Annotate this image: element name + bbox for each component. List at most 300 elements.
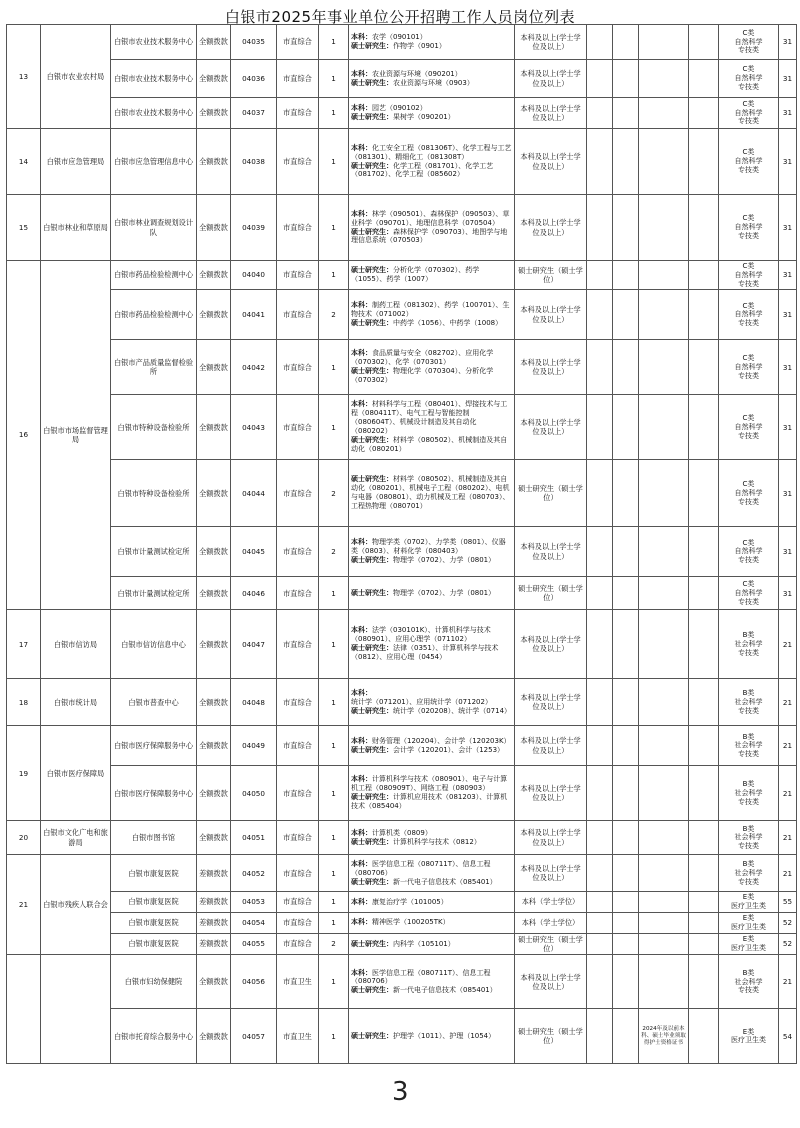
table-row	[7, 60, 797, 98]
post-code-cell: 04038	[231, 129, 277, 195]
undergrad-majors: 精神医学（100205TK）	[372, 918, 450, 927]
count-cell: 1	[319, 766, 349, 821]
subject-code-cell: 21	[779, 821, 797, 855]
empty-cell	[613, 679, 639, 726]
unit-cell: 白银市康复医院	[111, 855, 197, 892]
empty-cell	[587, 129, 613, 195]
unit-cell: 白银市农业技术服务中心	[111, 25, 197, 60]
region-cell: 市直综合	[277, 679, 319, 726]
post-code-cell: 04045	[231, 527, 277, 577]
category-line: 专技类	[738, 46, 759, 55]
requirement-cell	[639, 98, 689, 129]
category-line: E类	[742, 893, 755, 902]
undergrad-line	[351, 33, 512, 42]
table-row	[7, 527, 797, 577]
page-number: 3	[392, 1077, 409, 1107]
funding-cell: 全额拨款	[197, 766, 231, 821]
category-line: C类	[742, 480, 755, 489]
count-cell: 1	[319, 610, 349, 679]
empty-cell	[689, 679, 719, 726]
region-cell: 市直综合	[277, 290, 319, 340]
category-line: B类	[742, 860, 755, 869]
post-code-cell: 04044	[231, 460, 277, 527]
master-label: 硕士研究生：	[351, 266, 393, 275]
post-code-cell: 04036	[231, 60, 277, 98]
group-number-cell: 15	[7, 195, 41, 261]
category-cell	[719, 129, 779, 195]
subject-code-cell: 21	[779, 726, 797, 766]
undergrad-line	[351, 689, 512, 707]
major-cell	[349, 679, 515, 726]
count-cell: 1	[319, 726, 349, 766]
subject-code-cell: 31	[779, 395, 797, 460]
empty-cell	[613, 955, 639, 1009]
category-cell	[719, 25, 779, 60]
empty-cell	[587, 395, 613, 460]
undergrad-line	[351, 737, 512, 746]
region-cell: 市直综合	[277, 912, 319, 933]
unit-cell: 白银市医疗保障服务中心	[111, 726, 197, 766]
empty-cell	[587, 340, 613, 395]
undergrad-label: 本科：	[351, 209, 372, 218]
count-cell: 1	[319, 912, 349, 933]
table-row	[7, 610, 797, 679]
category-line: 医疗卫生类	[731, 902, 766, 910]
undergrad-majors: 物理学类（0702）、力学类（0801）、仪器类（0803）、材料化学（080403）	[351, 538, 506, 556]
category-cell	[719, 892, 779, 913]
unit-cell: 白银市康复医院	[111, 933, 197, 955]
undergrad-majors: 计算机科学与技术（080901）、电子与计算机工程（080909T）、网络工程（080903）	[351, 775, 508, 793]
master-majors: 物理学（0702）、力学（0801）	[393, 588, 496, 597]
empty-cell	[587, 610, 613, 679]
master-majors: 物理学（0702）、力学（0801）	[393, 556, 496, 565]
post-code-cell: 04047	[231, 610, 277, 679]
count-cell: 1	[319, 577, 349, 610]
funding-cell: 全额拨款	[197, 577, 231, 610]
category-line: C类	[742, 354, 755, 363]
master-line	[351, 319, 512, 328]
master-majors: 化学工程（081701）、化学工艺（081702）、化学工程（085602）	[351, 161, 494, 179]
undergrad-line	[351, 301, 512, 319]
count-cell: 1	[319, 129, 349, 195]
empty-cell	[613, 577, 639, 610]
region-cell: 市直综合	[277, 527, 319, 577]
empty-cell	[613, 766, 639, 821]
category-cell	[719, 933, 779, 955]
master-label: 硕士研究生：	[351, 588, 393, 597]
education-cell: 本科及以上(学士学位及以上）	[515, 726, 587, 766]
master-line	[351, 793, 512, 811]
department-cell: 白银市应急管理局	[41, 129, 111, 195]
undergrad-line	[351, 538, 512, 556]
education-cell: 本科及以上(学士学位及以上）	[515, 766, 587, 821]
count-cell: 1	[319, 340, 349, 395]
empty-cell	[587, 855, 613, 892]
post-code-cell: 04053	[231, 892, 277, 913]
master-line	[351, 162, 512, 180]
education-cell: 本科及以上(学士学位及以上）	[515, 610, 587, 679]
empty-cell	[613, 290, 639, 340]
subject-code-cell: 21	[779, 766, 797, 821]
undergrad-majors: 化工安全工程（081306T）、化学工程与工艺（081301）、精细化工（081308T）	[351, 143, 512, 161]
undergrad-majors: 农业资源与环境（090201）	[372, 69, 462, 78]
master-line	[351, 838, 512, 847]
region-cell: 市直综合	[277, 766, 319, 821]
master-line	[351, 589, 512, 598]
education-cell: 本科及以上(学士学位及以上）	[515, 98, 587, 129]
undergrad-line	[351, 860, 512, 878]
region-cell: 市直卫生	[277, 955, 319, 1009]
category-line: 自然科学	[734, 547, 763, 556]
major-cell	[349, 933, 515, 955]
funding-cell: 全额拨款	[197, 726, 231, 766]
education-cell: 本科及以上(学士学位及以上）	[515, 60, 587, 98]
funding-cell: 全额拨款	[197, 679, 231, 726]
requirement-cell: 2024年及以前本科、硕士毕业须取得护士资格证书	[639, 1009, 689, 1064]
empty-cell	[689, 933, 719, 955]
table-row	[7, 1009, 797, 1064]
subject-code-cell: 21	[779, 955, 797, 1009]
major-cell	[349, 129, 515, 195]
count-cell: 2	[319, 933, 349, 955]
unit-cell: 白银市计量测试检定所	[111, 577, 197, 610]
requirement-cell	[639, 395, 689, 460]
subject-code-cell: 31	[779, 98, 797, 129]
empty-cell	[613, 25, 639, 60]
table-row	[7, 912, 797, 933]
requirement-cell	[639, 195, 689, 261]
master-line	[351, 367, 512, 385]
funding-cell: 差额拨款	[197, 933, 231, 955]
empty-cell	[689, 261, 719, 290]
master-label: 硕士研究生：	[351, 939, 393, 948]
category-cell	[719, 955, 779, 1009]
education-cell: 硕士研究生（硕士学位）	[515, 460, 587, 527]
major-cell	[349, 60, 515, 98]
major-cell	[349, 1009, 515, 1064]
undergrad-line	[351, 349, 512, 367]
master-majors: 材料学（080502）、机械制造及其自动化（080201）	[351, 436, 508, 454]
region-cell: 市直卫生	[277, 1009, 319, 1064]
count-cell: 2	[319, 460, 349, 527]
requirement-cell	[639, 855, 689, 892]
requirement-cell	[639, 679, 689, 726]
category-line: C类	[742, 99, 755, 108]
unit-cell: 白银市计量测试检定所	[111, 527, 197, 577]
empty-cell	[613, 610, 639, 679]
major-cell	[349, 261, 515, 290]
table-row	[7, 679, 797, 726]
category-line: B类	[742, 689, 755, 698]
department-cell: 白银市林业和草原局	[41, 195, 111, 261]
post-code-cell: 04035	[231, 25, 277, 60]
education-cell: 本科（学士学位）	[515, 892, 587, 913]
count-cell: 2	[319, 527, 349, 577]
category-line: 医疗卫生类	[731, 922, 766, 931]
category-line: 医疗卫生类	[731, 1036, 766, 1045]
category-line: 专技类	[738, 750, 759, 759]
undergrad-label: 本科：	[351, 143, 372, 152]
empty-cell	[689, 912, 719, 933]
education-cell: 本科及以上(学士学位及以上）	[515, 129, 587, 195]
education-cell: 本科及以上(学士学位及以上）	[515, 395, 587, 460]
table-row	[7, 340, 797, 395]
undergrad-label: 本科：	[351, 104, 372, 113]
subject-code-cell: 31	[779, 290, 797, 340]
category-line: E类	[742, 1027, 755, 1036]
master-label: 硕士研究生：	[351, 436, 393, 445]
funding-cell: 全额拨款	[197, 129, 231, 195]
empty-cell	[613, 195, 639, 261]
post-code-cell: 04048	[231, 679, 277, 726]
education-cell: 本科及以上(学士学位及以上）	[515, 955, 587, 1009]
empty-cell	[587, 60, 613, 98]
major-cell	[349, 855, 515, 892]
empty-cell	[587, 821, 613, 855]
undergrad-line	[351, 918, 512, 927]
education-cell: 本科及以上(学士学位及以上）	[515, 290, 587, 340]
empty-cell	[613, 933, 639, 955]
category-line: B类	[742, 631, 755, 640]
empty-cell	[587, 25, 613, 60]
master-majors: 计算机应用技术（081203）、计算机技术（085404）	[351, 793, 508, 811]
empty-cell	[689, 610, 719, 679]
requirement-cell	[639, 955, 689, 1009]
category-line: 专技类	[738, 165, 759, 174]
region-cell: 市直综合	[277, 577, 319, 610]
requirement-cell	[639, 527, 689, 577]
category-cell	[719, 855, 779, 892]
empty-cell	[613, 340, 639, 395]
master-label: 硕士研究生：	[351, 161, 393, 170]
requirement-cell	[639, 766, 689, 821]
category-line: C类	[742, 262, 755, 270]
category-line: 专技类	[738, 986, 759, 995]
category-line: 自然科学	[734, 422, 763, 431]
major-cell	[349, 766, 515, 821]
job-table	[6, 24, 797, 1064]
category-line: C类	[742, 414, 755, 423]
undergrad-line	[351, 70, 512, 79]
department-cell: 白银市市场监督管理局	[41, 261, 111, 610]
post-code-cell: 04040	[231, 261, 277, 290]
undergrad-majors: 农学（090101）	[372, 33, 427, 42]
post-code-cell: 04037	[231, 98, 277, 129]
requirement-cell	[639, 892, 689, 913]
category-line: 专技类	[738, 371, 759, 380]
funding-cell: 全额拨款	[197, 290, 231, 340]
master-majors: 内科学（105101）	[393, 939, 455, 948]
department-cell	[41, 955, 111, 1064]
group-number-cell: 17	[7, 610, 41, 679]
empty-cell	[689, 892, 719, 913]
empty-cell	[587, 933, 613, 955]
category-cell	[719, 912, 779, 933]
unit-cell: 白银市农业技术服务中心	[111, 60, 197, 98]
master-majors: 护理学（1011）、护理（1054）	[393, 1031, 496, 1040]
category-line: 专技类	[738, 797, 759, 806]
major-cell	[349, 821, 515, 855]
undergrad-label: 本科：	[351, 897, 372, 906]
department-cell: 白银市统计局	[41, 679, 111, 726]
post-code-cell: 04039	[231, 195, 277, 261]
category-line: 专技类	[738, 597, 759, 606]
group-number-cell	[7, 955, 41, 1064]
requirement-cell	[639, 821, 689, 855]
group-number-cell: 21	[7, 855, 41, 955]
funding-cell: 差额拨款	[197, 912, 231, 933]
undergrad-majors: 财务管理（120204）、会计学（120203K）	[372, 736, 511, 745]
post-code-cell: 04049	[231, 726, 277, 766]
category-line: E类	[742, 914, 755, 922]
undergrad-majors: 医学信息工程（080711T）、信息工程（080706）	[351, 968, 491, 986]
undergrad-label: 本科：	[351, 968, 372, 977]
category-line: 专技类	[738, 877, 759, 886]
funding-cell: 全额拨款	[197, 25, 231, 60]
region-cell: 市直综合	[277, 98, 319, 129]
empty-cell	[613, 855, 639, 892]
major-cell	[349, 395, 515, 460]
count-cell: 1	[319, 1009, 349, 1064]
region-cell: 市直综合	[277, 340, 319, 395]
post-code-cell: 04046	[231, 577, 277, 610]
subject-code-cell: 31	[779, 60, 797, 98]
table-row	[7, 395, 797, 460]
table-row	[7, 933, 797, 955]
post-code-cell: 04050	[231, 766, 277, 821]
empty-cell	[613, 129, 639, 195]
undergrad-majors: 康复治疗学（101005）	[372, 897, 448, 906]
category-line: 自然科学	[734, 588, 763, 597]
subject-code-cell: 54	[779, 1009, 797, 1064]
category-cell	[719, 766, 779, 821]
requirement-cell	[639, 129, 689, 195]
region-cell: 市直综合	[277, 821, 319, 855]
undergrad-majors: 食品质量与安全（082702）、应用化学（070302）、化学（070301）	[351, 349, 494, 367]
undergrad-label: 本科：	[351, 538, 372, 547]
post-code-cell: 04043	[231, 395, 277, 460]
master-label: 硕士研究生：	[351, 475, 393, 484]
education-cell: 本科及以上(学士学位及以上）	[515, 679, 587, 726]
master-label: 硕士研究生：	[351, 644, 393, 653]
category-line: 专技类	[738, 117, 759, 126]
undergrad-label: 本科：	[351, 33, 372, 42]
category-line: 专技类	[738, 231, 759, 240]
undergrad-line	[351, 144, 512, 162]
category-cell	[719, 577, 779, 610]
major-cell	[349, 577, 515, 610]
region-cell: 市直综合	[277, 460, 319, 527]
table-row	[7, 821, 797, 855]
subject-code-cell: 52	[779, 912, 797, 933]
unit-cell: 白银市特种设备检验所	[111, 395, 197, 460]
master-label: 硕士研究生：	[351, 319, 393, 328]
category-line: C类	[742, 214, 755, 223]
undergrad-line	[351, 969, 512, 987]
requirement-cell	[639, 25, 689, 60]
undergrad-line	[351, 626, 512, 644]
category-line: 自然科学	[734, 362, 763, 371]
empty-cell	[587, 577, 613, 610]
funding-cell: 全额拨款	[197, 821, 231, 855]
post-code-cell: 04055	[231, 933, 277, 955]
region-cell: 市直综合	[277, 395, 319, 460]
count-cell: 1	[319, 395, 349, 460]
major-cell	[349, 195, 515, 261]
funding-cell: 全额拨款	[197, 527, 231, 577]
master-line	[351, 644, 512, 662]
master-line	[351, 707, 512, 716]
subject-code-cell: 31	[779, 129, 797, 195]
master-line	[351, 436, 512, 454]
requirement-cell	[639, 726, 689, 766]
empty-cell	[689, 340, 719, 395]
master-line	[351, 940, 512, 949]
master-line	[351, 79, 512, 88]
undergrad-line	[351, 898, 512, 907]
table-row	[7, 855, 797, 892]
table-row	[7, 766, 797, 821]
master-line	[351, 556, 512, 565]
unit-cell: 白银市康复医院	[111, 912, 197, 933]
unit-cell: 白银市药品检验检测中心	[111, 290, 197, 340]
undergrad-majors: 园艺（090102）	[372, 104, 427, 113]
empty-cell	[689, 1009, 719, 1064]
count-cell: 1	[319, 892, 349, 913]
post-code-cell: 04056	[231, 955, 277, 1009]
table-row	[7, 25, 797, 60]
undergrad-majors: 制药工程（081302）、药学（100701）、生物技术（071002）	[351, 301, 510, 319]
empty-cell	[587, 912, 613, 933]
category-line: 医疗卫生类	[731, 944, 766, 953]
master-label: 硕士研究生：	[351, 113, 393, 121]
empty-cell	[613, 395, 639, 460]
empty-cell	[613, 527, 639, 577]
major-cell	[349, 955, 515, 1009]
master-majors: 法律（0351）、计算机科学与技术（0812）、应用心理（0454）	[351, 644, 499, 662]
group-number-cell: 16	[7, 261, 41, 610]
requirement-cell	[639, 340, 689, 395]
category-line: B类	[742, 968, 755, 977]
undergrad-label: 本科：	[351, 400, 372, 409]
region-cell: 市直综合	[277, 195, 319, 261]
empty-cell	[689, 460, 719, 527]
master-label: 硕士研究生：	[351, 1031, 393, 1040]
category-line: 社会科学	[734, 833, 763, 842]
master-majors: 统计学（020208）、统计学（0714）	[393, 706, 512, 715]
major-cell	[349, 98, 515, 129]
empty-cell	[689, 955, 719, 1009]
unit-cell: 白银市产品质量监督检验所	[111, 340, 197, 395]
master-majors: 作物学（0901）	[393, 42, 446, 50]
page-title: 白银市2025年事业单位公开招聘工作人员岗位列表	[224, 8, 576, 26]
subject-code-cell: 31	[779, 340, 797, 395]
department-cell: 白银市农业农村局	[41, 25, 111, 129]
undergrad-line	[351, 210, 512, 228]
master-label: 硕士研究生：	[351, 42, 393, 50]
master-line	[351, 266, 512, 284]
major-cell	[349, 25, 515, 60]
unit-cell: 白银市药品检验检测中心	[111, 261, 197, 290]
funding-cell: 全额拨款	[197, 1009, 231, 1064]
subject-code-cell: 31	[779, 195, 797, 261]
requirement-cell	[639, 60, 689, 98]
category-cell	[719, 1009, 779, 1064]
unit-cell: 白银市特种设备检验所	[111, 460, 197, 527]
master-label: 硕士研究生：	[351, 793, 393, 802]
post-code-cell: 04052	[231, 855, 277, 892]
empty-cell	[613, 1009, 639, 1064]
